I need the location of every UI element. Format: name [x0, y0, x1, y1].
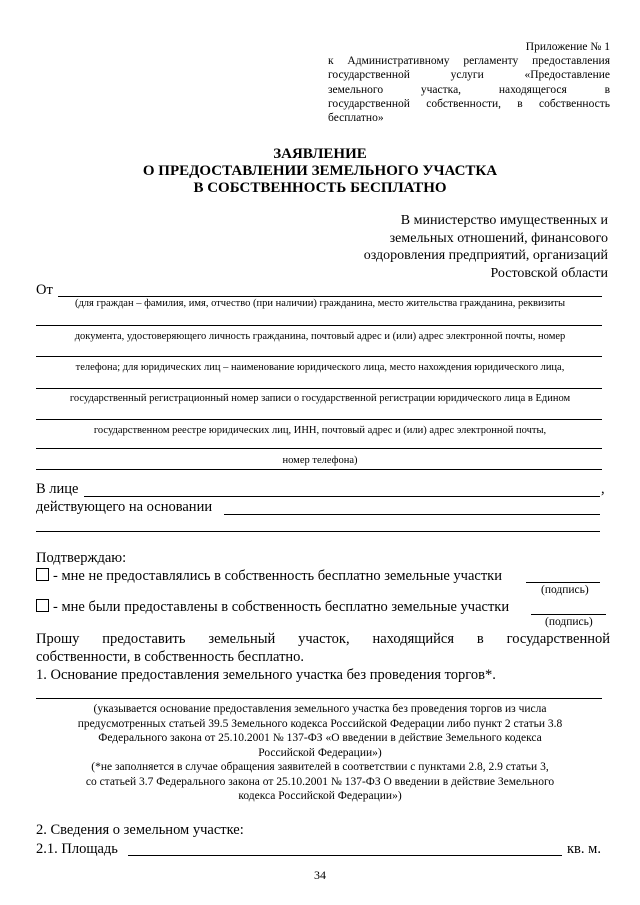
- addressee-line: Ростовской области: [490, 265, 608, 281]
- signature-hint-1: (подпись): [541, 584, 589, 596]
- request-text-cont: собственности, в собственность бесплатно.: [36, 649, 305, 665]
- confirm-heading: Подтверждаю:: [36, 550, 127, 566]
- basis-field[interactable]: [224, 514, 600, 515]
- from-label: От: [36, 282, 53, 298]
- from-hint: государственный регистрационный номер записи о государственной регистрации юридического лица в Едином: [69, 393, 571, 404]
- appendix-number: Приложение № 1: [525, 41, 610, 53]
- signature-field-1[interactable]: [526, 582, 600, 583]
- basis-item: 1. Основание предоставления земельного участка без проведения торгов*.: [36, 667, 496, 683]
- from-hint: государственном реестре юридических лиц, ИНН, почтовый адрес и (или) адрес электронной почты,: [93, 425, 547, 436]
- signature-hint-2: (подпись): [545, 616, 593, 628]
- basis-note: [40, 702, 600, 804]
- appendix-line: к Административному регламенту предоставления: [328, 55, 610, 68]
- confirm-option-1: [36, 568, 502, 585]
- from-hint: номер телефона): [282, 455, 358, 466]
- from-hint: (для граждан – фамилия, имя, отчество (при наличии) гражданина, место жительства гражданина, реквизиты: [74, 298, 566, 309]
- basis-label: действующего на основании: [36, 499, 213, 515]
- addressee-line: земельных отношений, финансового: [389, 230, 608, 246]
- confirm-option-2: [36, 599, 509, 616]
- addressee-line: В министерство имущественных и: [400, 213, 608, 228]
- addressee-line: оздоровления предприятий, организаций: [363, 248, 608, 263]
- confirm-option-2-text: - мне были предоставлены в собственность бесплатно земельные участки: [53, 599, 510, 615]
- note-line: (*не заполняется в случае обращения заявителей в соответствии с пунктами 2.8, 2.9 статьи 3,: [91, 761, 549, 773]
- page-number: 34: [314, 868, 326, 882]
- from-field-line[interactable]: [36, 356, 602, 357]
- from-hint: телефона; для юридических лиц – наименование юридического лица, место нахождения юридического лица,: [75, 362, 565, 373]
- area-unit: кв. м.: [567, 841, 601, 857]
- from-field-line[interactable]: [36, 419, 602, 420]
- appendix-line: государственной собственности, в собственность: [328, 97, 610, 110]
- from-field-line[interactable]: [36, 325, 602, 326]
- basis-input[interactable]: [36, 698, 602, 699]
- note-line: со статьей 3.7 Федерального закона от 25.10.2001 № 137-ФЗ О введении в действие Земельного: [85, 775, 555, 788]
- from-field-line[interactable]: [36, 388, 602, 389]
- document-title: ЗАЯВЛЕНИЕ: [273, 146, 367, 162]
- basis-field-line[interactable]: [36, 531, 600, 532]
- representative-comma: ,: [601, 481, 605, 497]
- document-subtitle: О ПРЕДОСТАВЛЕНИИ ЗЕМЕЛЬНОГО УЧАСТКА: [142, 163, 498, 179]
- request-text: Прошу предоставить земельный участок, находящийся в государственной: [36, 631, 610, 647]
- from-hint: документа, удостоверяющего личность гражданина, почтовый адрес и (или) адрес электронной почты, номер: [74, 331, 566, 342]
- representative-field[interactable]: [84, 496, 600, 497]
- confirm-option-1-text: - мне не предоставлялись в собственность бесплатно земельные участки: [53, 568, 502, 584]
- appendix-line: земельного участка, находящегося в: [328, 83, 610, 96]
- from-field-line[interactable]: [36, 448, 602, 449]
- appendix-line: государственной услуги «Предоставление: [328, 69, 610, 82]
- note-line: предусмотренных статьей 39.5 Земельного кодекса Российской Федерации либо пункт 2 статьи 3.8: [77, 717, 563, 730]
- note-line: кодекса Российской Федерации»): [238, 790, 402, 802]
- signature-field-2[interactable]: [531, 614, 606, 615]
- note-line: Российской Федерации»): [258, 746, 382, 759]
- checkbox-not-granted[interactable]: [36, 568, 49, 581]
- area-field[interactable]: [128, 855, 562, 856]
- addressee: [364, 212, 608, 282]
- appendix-line: бесплатно»: [328, 112, 384, 125]
- note-line: (указывается основание предоставления земельного участка без проведения торгов из числа: [93, 703, 547, 715]
- area-label: 2.1. Площадь: [36, 841, 118, 857]
- note-line: Федерального закона от 25.10.2001 № 137-ФЗ «О введении в действие Земельного кодекса: [98, 732, 542, 744]
- document-subtitle: В СОБСТВЕННОСТЬ БЕСПЛАТНО: [193, 180, 447, 196]
- appendix-note: [328, 40, 610, 125]
- land-heading: 2. Сведения о земельном участке:: [36, 822, 244, 838]
- representative-label: В лице: [36, 481, 79, 497]
- from-field-line[interactable]: [36, 469, 602, 470]
- checkbox-granted[interactable]: [36, 599, 49, 612]
- from-field[interactable]: [58, 296, 602, 297]
